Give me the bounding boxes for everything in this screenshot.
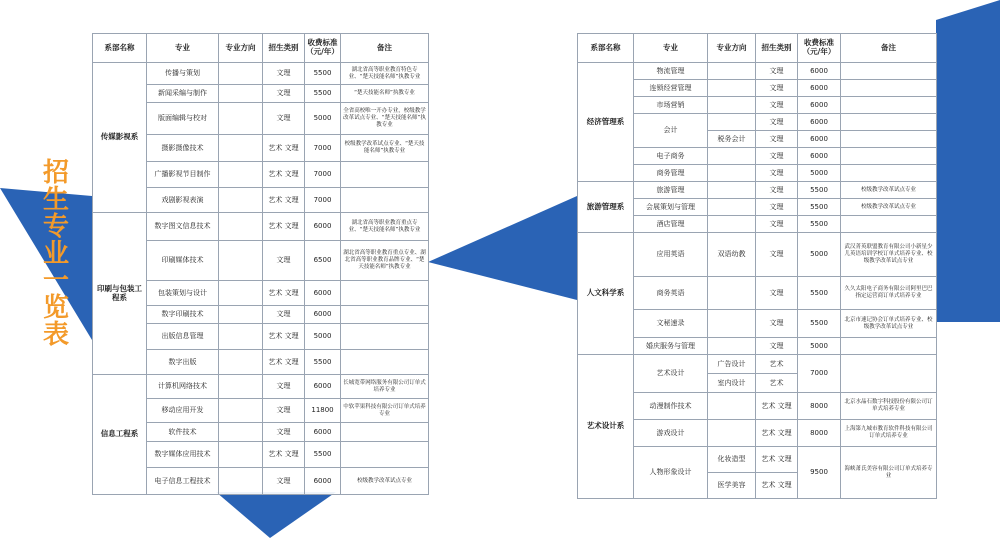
- fee-cell: 5000: [798, 338, 841, 355]
- fee-cell: 7000: [305, 188, 341, 213]
- fee-cell: 5500: [305, 350, 341, 375]
- note-cell: [841, 148, 937, 165]
- direction-cell: [708, 199, 756, 216]
- category-cell: 艺术 文理: [263, 162, 305, 188]
- department-cell: 人文科学系: [578, 233, 634, 355]
- fee-cell: 5500: [798, 216, 841, 233]
- category-cell: 文理: [756, 80, 798, 97]
- header-major: 专业: [147, 34, 219, 63]
- note-cell: 全省高校唯一开办专业，校级教学改革试点专业、“楚天技能名师”执教专业: [341, 103, 429, 135]
- fee-cell: 7000: [798, 355, 841, 393]
- department-cell: 信息工程系: [93, 375, 147, 495]
- fee-cell: 6000: [798, 114, 841, 131]
- major-cell: 包装策划与设计: [147, 281, 219, 306]
- direction-cell: 医学美容: [708, 473, 756, 499]
- major-cell: 数字图文信息技术: [147, 213, 219, 241]
- fee-cell: 6000: [798, 131, 841, 148]
- major-cell: 电子信息工程技术: [147, 468, 219, 495]
- category-cell: 艺术 文理: [263, 442, 305, 468]
- note-cell: “楚天技能名师”执教专业: [341, 85, 429, 103]
- note-cell: [341, 306, 429, 324]
- note-cell: 上海第九城市教育软件科技有限公司订单式培养专业: [841, 420, 937, 447]
- note-cell: [341, 281, 429, 306]
- direction-cell: [219, 241, 263, 281]
- direction-cell: [219, 162, 263, 188]
- category-cell: 艺术: [756, 374, 798, 393]
- note-cell: 湖北省高等职业教育重点专业、“楚天技能名师”执教专业: [341, 213, 429, 241]
- major-cell: 广播影视节目制作: [147, 162, 219, 188]
- major-cell: 戏剧影视表演: [147, 188, 219, 213]
- fee-cell: 7000: [305, 162, 341, 188]
- major-cell: 商务管理: [634, 165, 708, 182]
- category-cell: 文理: [756, 277, 798, 310]
- note-cell: 校级教学改革试点专业: [841, 199, 937, 216]
- direction-cell: [219, 213, 263, 241]
- major-cell: 电子商务: [634, 148, 708, 165]
- major-cell: 移动应用开发: [147, 399, 219, 423]
- note-cell: 武汉菁英联盟教育有限公司小新星少儿英语培训学校订单式培养专业、校级教学改革试点专业: [841, 233, 937, 277]
- major-cell: 应用英语: [634, 233, 708, 277]
- fee-cell: 5000: [305, 324, 341, 350]
- direction-cell: [708, 148, 756, 165]
- note-cell: [341, 442, 429, 468]
- major-cell: 出版信息管理: [147, 324, 219, 350]
- direction-cell: 化妆造型: [708, 447, 756, 473]
- note-cell: 校级教学改革试点专业、“楚天技能名师”执教专业: [341, 135, 429, 162]
- note-cell: 长城宽带网络服务有限公司订单式培养专业: [341, 375, 429, 399]
- category-cell: 文理: [756, 310, 798, 338]
- center-blue-triangle: [428, 196, 577, 300]
- table-row: [578, 233, 937, 277]
- table-row: [93, 375, 429, 399]
- direction-cell: [708, 165, 756, 182]
- direction-cell: [219, 350, 263, 375]
- note-cell: [341, 350, 429, 375]
- fee-cell: 5500: [798, 199, 841, 216]
- major-cell: 软件技术: [147, 423, 219, 442]
- fee-table-left: [92, 33, 429, 495]
- note-cell: [841, 216, 937, 233]
- category-cell: 文理: [263, 423, 305, 442]
- header-note: 备注: [841, 34, 937, 63]
- note-cell: [841, 114, 937, 131]
- fee-cell: 5500: [305, 85, 341, 103]
- category-cell: 文理: [756, 338, 798, 355]
- fee-cell: 5500: [305, 63, 341, 85]
- direction-cell: [219, 103, 263, 135]
- direction-cell: 室内设计: [708, 374, 756, 393]
- category-cell: 文理: [756, 97, 798, 114]
- note-cell: [341, 162, 429, 188]
- category-cell: 艺术 文理: [263, 350, 305, 375]
- fee-cell: 5500: [798, 310, 841, 338]
- fee-cell: 9500: [798, 447, 841, 499]
- direction-cell: [708, 393, 756, 420]
- category-cell: 艺术 文理: [756, 420, 798, 447]
- note-cell: [341, 324, 429, 350]
- table-row: [93, 213, 429, 241]
- category-cell: 艺术 文理: [756, 393, 798, 420]
- category-cell: 文理: [756, 148, 798, 165]
- major-cell: 市场营销: [634, 97, 708, 114]
- table-row: [578, 182, 937, 199]
- fee-cell: 6000: [798, 148, 841, 165]
- direction-cell: [219, 442, 263, 468]
- major-cell: 旅游管理: [634, 182, 708, 199]
- category-cell: 文理: [263, 241, 305, 281]
- category-cell: 艺术 文理: [263, 188, 305, 213]
- direction-cell: [708, 97, 756, 114]
- note-cell: [841, 63, 937, 80]
- direction-cell: [219, 399, 263, 423]
- category-cell: 文理: [756, 182, 798, 199]
- fee-cell: 7000: [305, 135, 341, 162]
- table-row: [578, 63, 937, 80]
- direction-cell: [708, 216, 756, 233]
- major-cell: 艺术设计: [634, 355, 708, 393]
- fee-cell: 5500: [305, 442, 341, 468]
- category-cell: 艺术 文理: [263, 281, 305, 306]
- fee-cell: 5000: [798, 233, 841, 277]
- category-cell: 文理: [263, 306, 305, 324]
- note-cell: 中软苹果科技有限公司订单式培养专业: [341, 399, 429, 423]
- direction-cell: [708, 182, 756, 199]
- major-cell: 物流管理: [634, 63, 708, 80]
- fee-cell: 6000: [305, 375, 341, 399]
- major-cell: 动漫制作技术: [634, 393, 708, 420]
- fee-cell: 6000: [798, 97, 841, 114]
- fee-cell: 6000: [798, 80, 841, 97]
- major-cell: 人物形象设计: [634, 447, 708, 499]
- major-cell: 文秘速录: [634, 310, 708, 338]
- note-cell: 校级教学改革试点专业: [841, 182, 937, 199]
- note-cell: [841, 131, 937, 148]
- note-cell: 校级教学改革试点专业: [341, 468, 429, 495]
- category-cell: 文理: [263, 399, 305, 423]
- direction-cell: [708, 63, 756, 80]
- category-cell: 艺术: [756, 355, 798, 374]
- header-major: 专业: [634, 34, 708, 63]
- table-header-row: [93, 34, 429, 63]
- note-cell: 久久太阳电子商务有限公司阿里巴巴指定运营商订单式培养专业: [841, 277, 937, 310]
- header-direction: 专业方向: [219, 34, 263, 63]
- department-cell: 经济管理系: [578, 63, 634, 182]
- direction-cell: [219, 324, 263, 350]
- note-cell: 湖北省高等职业教育特色专业、“楚天技能名师”执教专业: [341, 63, 429, 85]
- category-cell: 文理: [263, 103, 305, 135]
- fee-cell: 11800: [305, 399, 341, 423]
- direction-cell: [219, 188, 263, 213]
- fee-cell: 6000: [305, 423, 341, 442]
- header-fee: 收费标准（元/年）: [798, 34, 841, 63]
- direction-cell: [708, 114, 756, 131]
- direction-cell: [219, 135, 263, 162]
- note-cell: [841, 80, 937, 97]
- major-cell: 会计: [634, 114, 708, 148]
- major-cell: 酒店管理: [634, 216, 708, 233]
- note-cell: 湖北省高等职业教育重点专业、湖北省高等职业教育品牌专业、“楚天技能名师”执教专业: [341, 241, 429, 281]
- page-title: 招生专业一览表: [42, 158, 69, 350]
- category-cell: 文理: [756, 63, 798, 80]
- fee-cell: 8000: [798, 393, 841, 420]
- fee-cell: 6500: [305, 241, 341, 281]
- note-cell: 海峡萧氏美容有限公司订单式培养专业: [841, 447, 937, 499]
- header-category: 招生类别: [263, 34, 305, 63]
- department-cell: 旅游管理系: [578, 182, 634, 233]
- category-cell: 文理: [756, 165, 798, 182]
- major-cell: 会展策划与管理: [634, 199, 708, 216]
- department-cell: 印刷与包装工程系: [93, 213, 147, 375]
- category-cell: 文理: [756, 216, 798, 233]
- direction-cell: [219, 423, 263, 442]
- category-cell: 文理: [263, 85, 305, 103]
- category-cell: 艺术 文理: [263, 213, 305, 241]
- category-cell: 文理: [756, 233, 798, 277]
- category-cell: 艺术 文理: [756, 447, 798, 473]
- fee-cell: 5000: [798, 165, 841, 182]
- major-cell: 游戏设计: [634, 420, 708, 447]
- note-cell: [341, 188, 429, 213]
- category-cell: 文理: [756, 114, 798, 131]
- direction-cell: [708, 338, 756, 355]
- fee-cell: 5000: [305, 103, 341, 135]
- major-cell: 传播与策划: [147, 63, 219, 85]
- major-cell: 数字出版: [147, 350, 219, 375]
- category-cell: 艺术 文理: [263, 135, 305, 162]
- major-cell: 版面编辑与校对: [147, 103, 219, 135]
- fee-cell: 6000: [798, 63, 841, 80]
- direction-cell: [708, 420, 756, 447]
- table-row: [578, 355, 937, 374]
- direction-cell: [219, 375, 263, 399]
- major-cell: 摄影摄像技术: [147, 135, 219, 162]
- fee-cell: 5500: [798, 277, 841, 310]
- major-cell: 数字媒体应用技术: [147, 442, 219, 468]
- header-category: 招生类别: [756, 34, 798, 63]
- note-cell: 北京市速记协会订单式培养专业、校级教学改革试点专业: [841, 310, 937, 338]
- direction-cell: [219, 306, 263, 324]
- direction-cell: [708, 80, 756, 97]
- fee-table-right: [577, 33, 937, 499]
- fee-cell: 6000: [305, 468, 341, 495]
- category-cell: 艺术 文理: [263, 324, 305, 350]
- header-note: 备注: [341, 34, 429, 63]
- direction-cell: [219, 63, 263, 85]
- category-cell: 艺术 文理: [756, 473, 798, 499]
- table-row: [93, 63, 429, 85]
- fee-cell: 6000: [305, 213, 341, 241]
- note-cell: [341, 423, 429, 442]
- category-cell: 文理: [263, 468, 305, 495]
- header-direction: 专业方向: [708, 34, 756, 63]
- direction-cell: 广告设计: [708, 355, 756, 374]
- direction-cell: [708, 277, 756, 310]
- fee-cell: 8000: [798, 420, 841, 447]
- fee-cell: 6000: [305, 306, 341, 324]
- right-blue-triangle: [936, 0, 1000, 322]
- note-cell: [841, 355, 937, 393]
- major-cell: 新闻采编与制作: [147, 85, 219, 103]
- direction-cell: [219, 85, 263, 103]
- header-department: 系部名称: [93, 34, 147, 63]
- note-cell: [841, 338, 937, 355]
- note-cell: [841, 165, 937, 182]
- department-cell: 传媒影视系: [93, 63, 147, 213]
- fee-cell: 5500: [798, 182, 841, 199]
- header-fee: 收费标准（元/年）: [305, 34, 341, 63]
- major-cell: 连锁经营管理: [634, 80, 708, 97]
- table-header-row: [578, 34, 937, 63]
- major-cell: 计算机网络技术: [147, 375, 219, 399]
- bottom-blue-triangle: [216, 492, 336, 538]
- direction-cell: [708, 310, 756, 338]
- category-cell: 文理: [756, 199, 798, 216]
- category-cell: 文理: [756, 131, 798, 148]
- direction-cell: 双语幼教: [708, 233, 756, 277]
- department-cell: 艺术设计系: [578, 355, 634, 499]
- major-cell: 印刷媒体技术: [147, 241, 219, 281]
- category-cell: 文理: [263, 375, 305, 399]
- direction-cell: [219, 468, 263, 495]
- header-department: 系部名称: [578, 34, 634, 63]
- note-cell: 北京水晶石数字科技股份有限公司订单式培养专业: [841, 393, 937, 420]
- direction-cell: 税务会计: [708, 131, 756, 148]
- major-cell: 婚庆服务与管理: [634, 338, 708, 355]
- fee-cell: 6000: [305, 281, 341, 306]
- note-cell: [841, 97, 937, 114]
- major-cell: 商务英语: [634, 277, 708, 310]
- category-cell: 文理: [263, 63, 305, 85]
- direction-cell: [219, 281, 263, 306]
- major-cell: 数字印刷技术: [147, 306, 219, 324]
